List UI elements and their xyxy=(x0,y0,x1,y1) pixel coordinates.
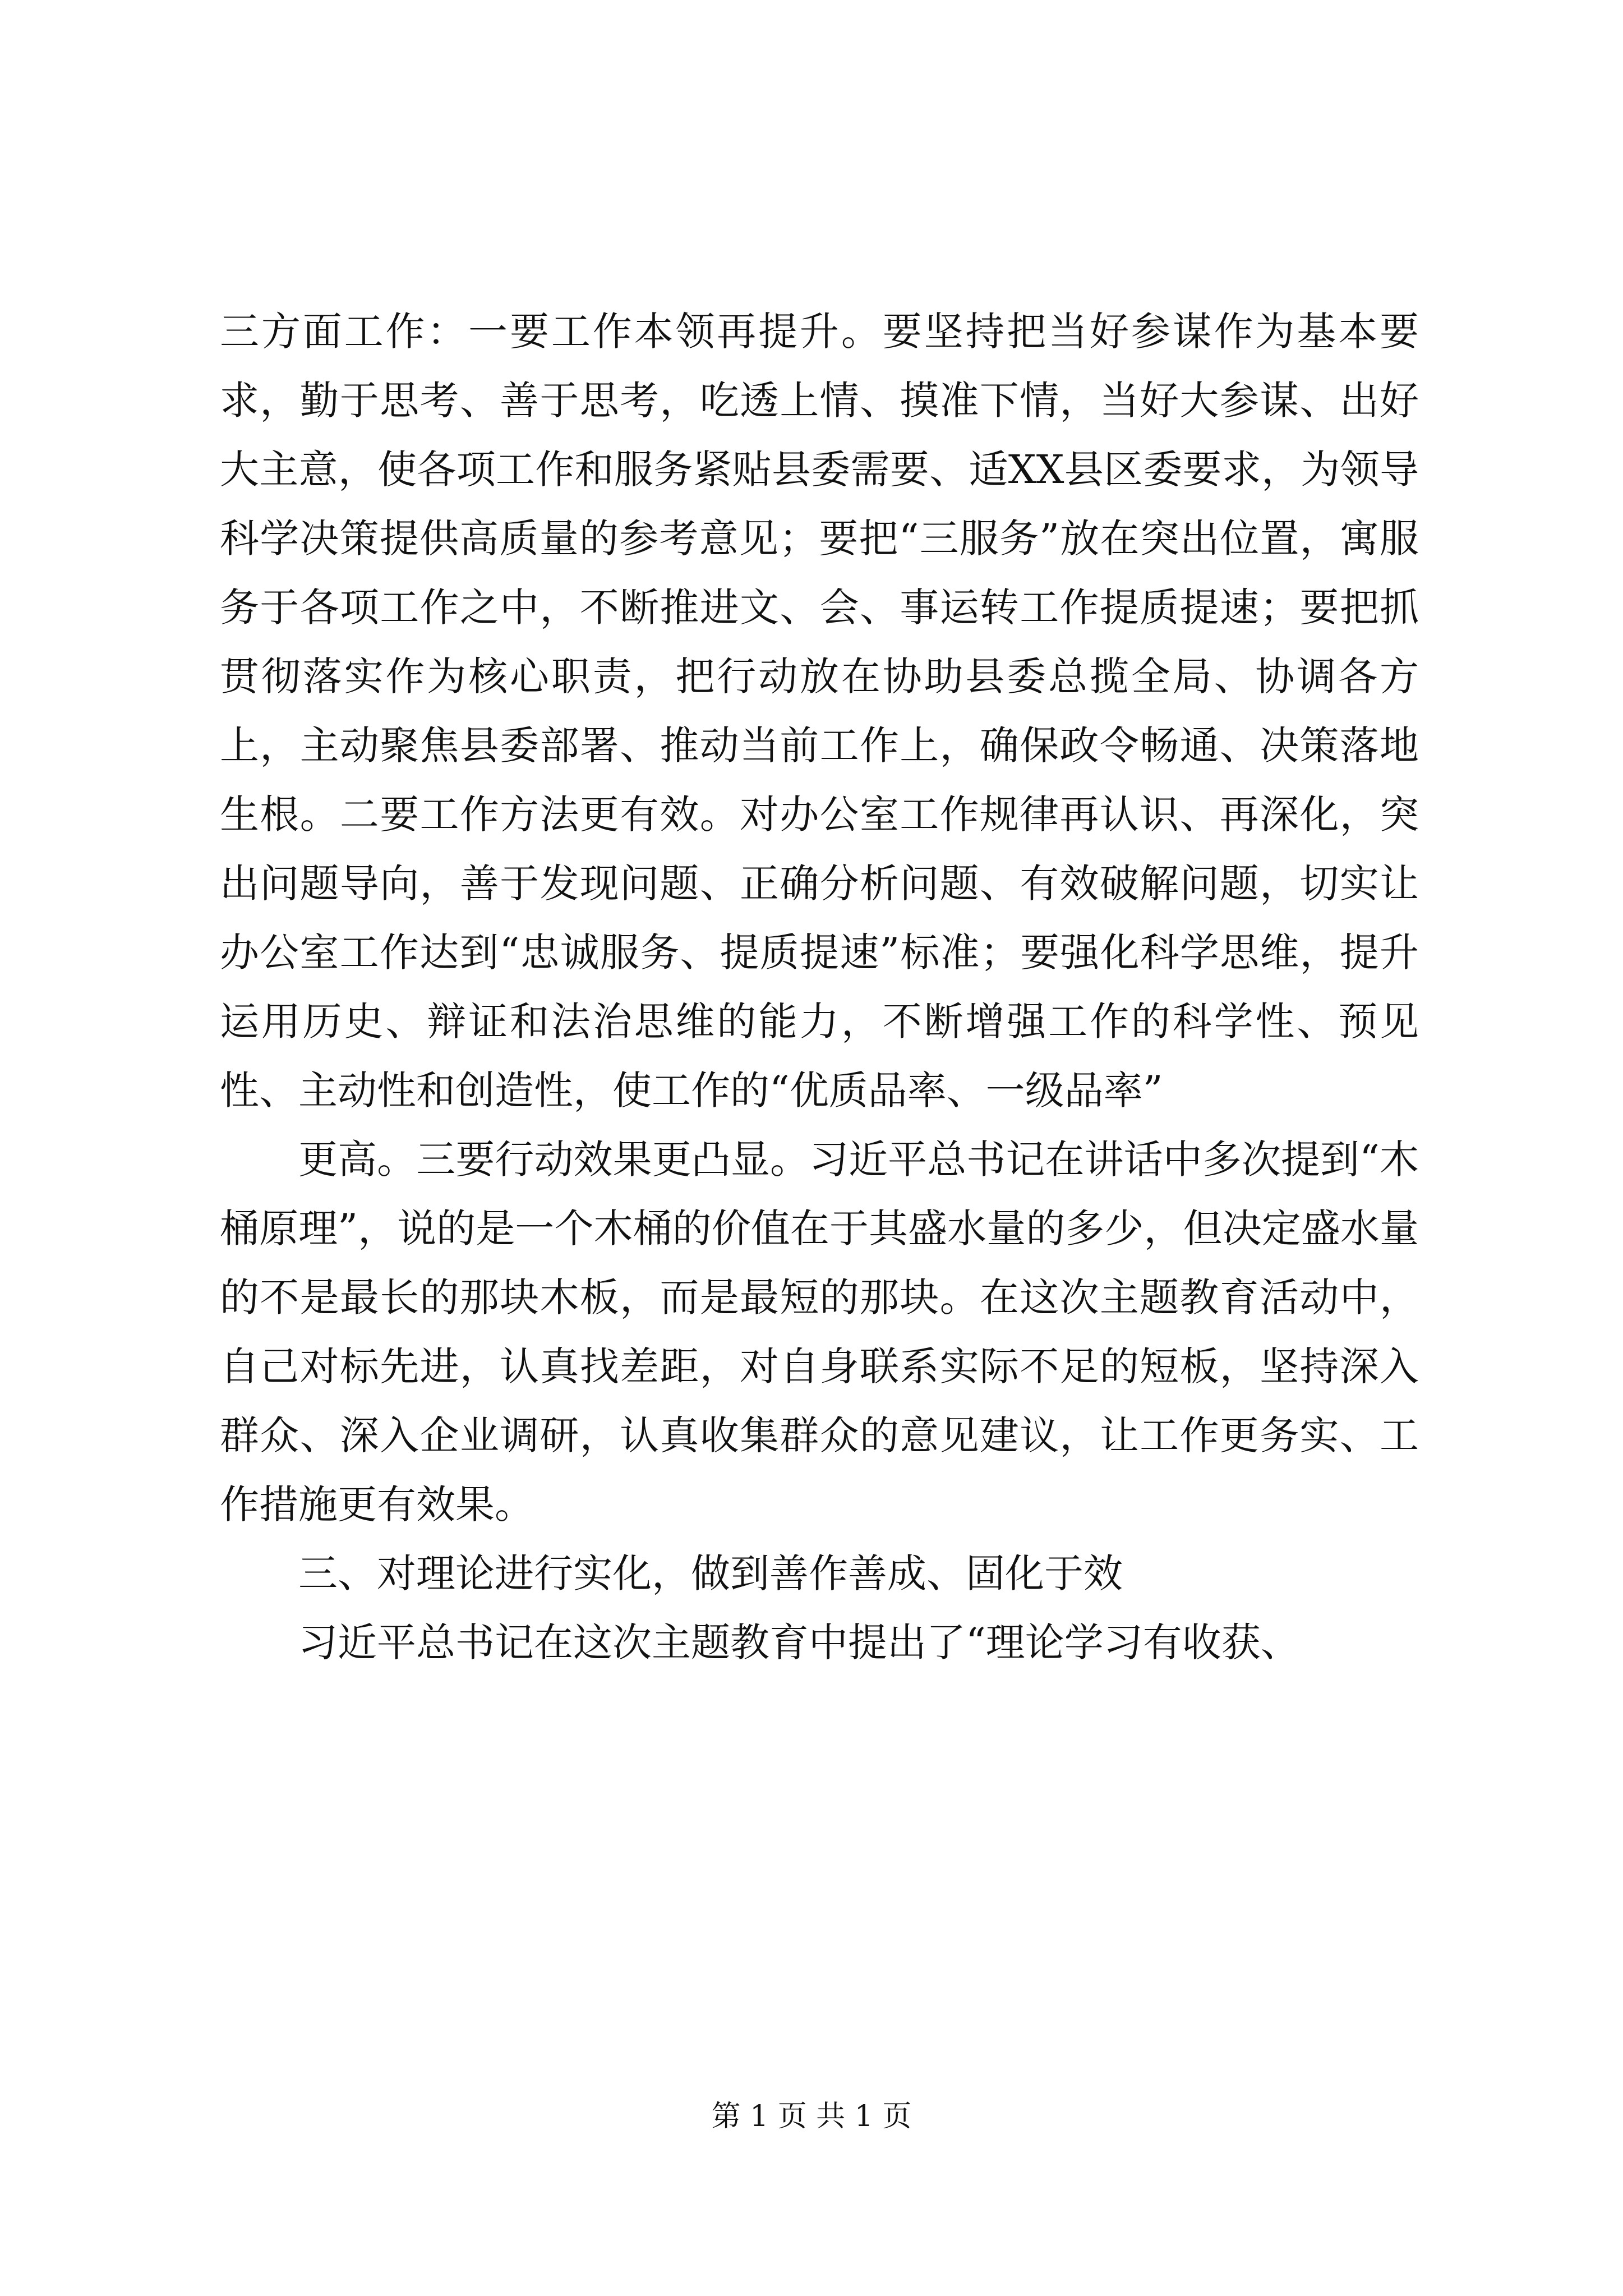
paragraph-2: 更高。三要行动效果更凸显。习近平总书记在讲话中多次提到“木桶原理”，说的是一个木桶的价值在于其盛水量的多少，但决定盛水量的不是最长的那块木板，而是最短的那块。在这次主题教育活动中，自己对标先进，认真找差距，对自身联系实际不足的短板，坚持深入群众、深入企业调研，认真收集群众的意见建议，让工作更务实、工作措施更有效果。 xyxy=(220,1137,1419,1527)
section-heading: 三、对理论进行实化，做到善作善成、固化于效 xyxy=(298,1550,1123,1596)
paragraph-1: 三方面工作：一要工作本领再提升。要坚持把当好参谋作为基本要求，勤于思考、善于思考，吃透上情、摸准下情，当好大参谋、出好大主意，使各项工作和服务紧贴县委需要、适XX县区委要求，为领导科学决策提供高质量的参考意见；要把“三服务”放在突出位置，寓服务于各项工作之中，不断推进文、会、事运转工作提质提速；要把抓贯彻落实作为核心职责，把行动放在协助县委总揽全局、协调各方上，主动聚焦县委部署、推动当前工作上，确保政令畅通、决策落地生根。二要工作方法更有效。对办公室工作规律再认识、再深化，突出问题导向，善于发现问题、正确分析问题、有效破解问题，切实让办公室工作达到“忠诚服务、提质提速”标准；要强化科学思维，提升运用历史、辩证和法治思维的能力，不断增强工作的科学性、预见性、主动性和创造性，使工作的“优质品率、一级品率” xyxy=(220,309,1419,1114)
document-body xyxy=(220,297,1419,1677)
paragraph-3: 习近平总书记在这次主题教育中提出了“理论学习有收获、 xyxy=(298,1619,1300,1665)
page-footer: 第 1 页 共 1 页 xyxy=(711,2100,912,2133)
